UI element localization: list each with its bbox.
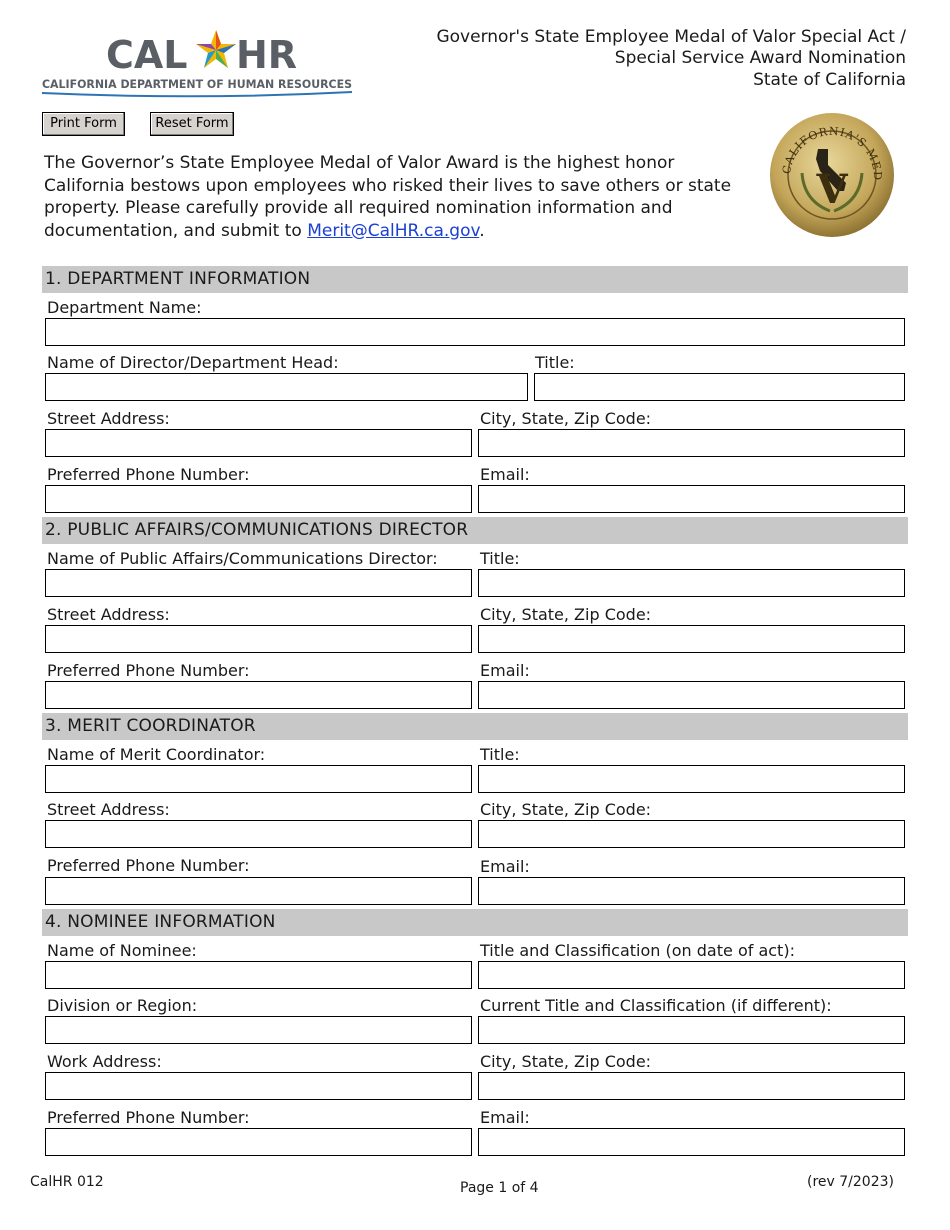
merit-street-field[interactable] <box>45 820 472 848</box>
dept-street-label: Street Address: <box>47 409 170 428</box>
merit-email-link[interactable]: Merit@CalHR.ca.gov <box>307 220 480 241</box>
pa-phone-field[interactable] <box>45 681 472 709</box>
merit-name-field[interactable] <box>45 765 472 793</box>
form-id: CalHR 012 <box>30 1174 104 1190</box>
director-name-field[interactable] <box>45 373 528 401</box>
dept-street-field[interactable] <box>45 429 472 457</box>
section-heading: 2. PUBLIC AFFAIRS/COMMUNICATIONS DIRECTOR <box>45 520 469 540</box>
pa-name-field[interactable] <box>45 569 472 597</box>
section-public-affairs-header <box>42 517 908 544</box>
pa-city-field[interactable] <box>478 625 905 653</box>
merit-title-label: Title: <box>480 745 520 764</box>
logo-text-hr: HR <box>236 33 298 77</box>
section-heading: 4. NOMINEE INFORMATION <box>45 912 276 932</box>
intro-suffix: . <box>479 220 485 241</box>
merit-email-field[interactable] <box>478 877 905 905</box>
department-name-label: Department Name: <box>47 298 202 317</box>
dept-email-label: Email: <box>480 465 530 484</box>
medal-text: CALIFORNIA'S MED <box>779 124 885 182</box>
logo-text-cal: CAL <box>106 33 188 77</box>
merit-street-label: Street Address: <box>47 800 170 819</box>
intro-text: The Governor’s State Employee Medal of Valor Award is the highest honor California bestows upon employees who risked their lives to save others or state property. Please carefully provide all required nomination information and documentation, and submit to <box>44 153 732 241</box>
dept-phone-label: Preferred Phone Number: <box>47 465 250 484</box>
nominee-city-label: City, State, Zip Code: <box>480 1052 652 1071</box>
nominee-current-title-label: Current Title and Classification (if different): <box>480 996 832 1015</box>
section-department-header <box>42 266 908 293</box>
nominee-title-class-label: Title and Classification (on date of act): <box>480 941 795 960</box>
merit-title-field[interactable] <box>478 765 905 793</box>
merit-phone-label: Preferred Phone Number: <box>47 856 250 875</box>
pa-title-field[interactable] <box>478 569 905 597</box>
form-title-line1: Governor's State Employee Medal of Valor Special Act / <box>436 27 906 47</box>
section-heading: 1. DEPARTMENT INFORMATION <box>45 269 311 289</box>
merit-phone-field[interactable] <box>45 877 472 905</box>
logo-star-icon <box>196 30 236 68</box>
reset-form-button[interactable]: Reset Form <box>150 112 234 136</box>
nominee-city-field[interactable] <box>478 1072 905 1100</box>
calhr-logo <box>40 26 356 100</box>
dept-city-field[interactable] <box>478 429 905 457</box>
pa-street-field[interactable] <box>45 625 472 653</box>
merit-email-label: Email: <box>480 857 530 876</box>
nominee-email-field[interactable] <box>478 1128 905 1156</box>
pa-city-label: City, State, Zip Code: <box>480 605 652 624</box>
dept-email-field[interactable] <box>478 485 905 513</box>
director-name-label: Name of Director/Department Head: <box>47 353 339 372</box>
print-form-button[interactable]: Print Form <box>42 112 125 136</box>
nominee-current-title-field[interactable] <box>478 1016 905 1044</box>
nominee-phone-field[interactable] <box>45 1128 472 1156</box>
nominee-division-label: Division or Region: <box>47 996 198 1015</box>
section-merit-coordinator-header <box>42 713 908 740</box>
pa-name-label: Name of Public Affairs/Communications Director: <box>47 549 438 568</box>
nominee-email-label: Email: <box>480 1108 530 1127</box>
form-title-line3: State of California <box>753 70 906 90</box>
merit-name-label: Name of Merit Coordinator: <box>47 745 266 764</box>
nominee-work-address-label: Work Address: <box>47 1052 162 1071</box>
pa-email-label: Email: <box>480 661 530 680</box>
nominee-name-field[interactable] <box>45 961 472 989</box>
page-number: Page 1 of 4 <box>460 1180 539 1196</box>
dept-city-label: City, State, Zip Code: <box>480 409 652 428</box>
pa-title-label: Title: <box>480 549 520 568</box>
nominee-title-class-field[interactable] <box>478 961 905 989</box>
medal-letter: V <box>816 166 848 213</box>
intro-paragraph <box>44 152 754 242</box>
department-name-field[interactable] <box>45 318 905 346</box>
dept-phone-field[interactable] <box>45 485 472 513</box>
section-heading: 3. MERIT COORDINATOR <box>45 716 256 736</box>
revision-date: (rev 7/2023) <box>807 1174 894 1190</box>
section-nominee-header <box>42 909 908 936</box>
pa-email-field[interactable] <box>478 681 905 709</box>
director-title-field[interactable] <box>534 373 905 401</box>
director-title-label: Title: <box>535 353 575 372</box>
nominee-work-address-field[interactable] <box>45 1072 472 1100</box>
pa-phone-label: Preferred Phone Number: <box>47 661 250 680</box>
form-title-line2: Special Service Award Nomination <box>614 48 906 68</box>
merit-city-field[interactable] <box>478 820 905 848</box>
nominee-phone-label: Preferred Phone Number: <box>47 1108 250 1127</box>
medal-of-valor-seal <box>768 111 896 239</box>
nominee-name-label: Name of Nominee: <box>47 941 197 960</box>
nominee-division-field[interactable] <box>45 1016 472 1044</box>
logo-subtitle: CALIFORNIA DEPARTMENT OF HUMAN RESOURCES <box>42 77 352 91</box>
merit-city-label: City, State, Zip Code: <box>480 800 652 819</box>
pa-street-label: Street Address: <box>47 605 170 624</box>
